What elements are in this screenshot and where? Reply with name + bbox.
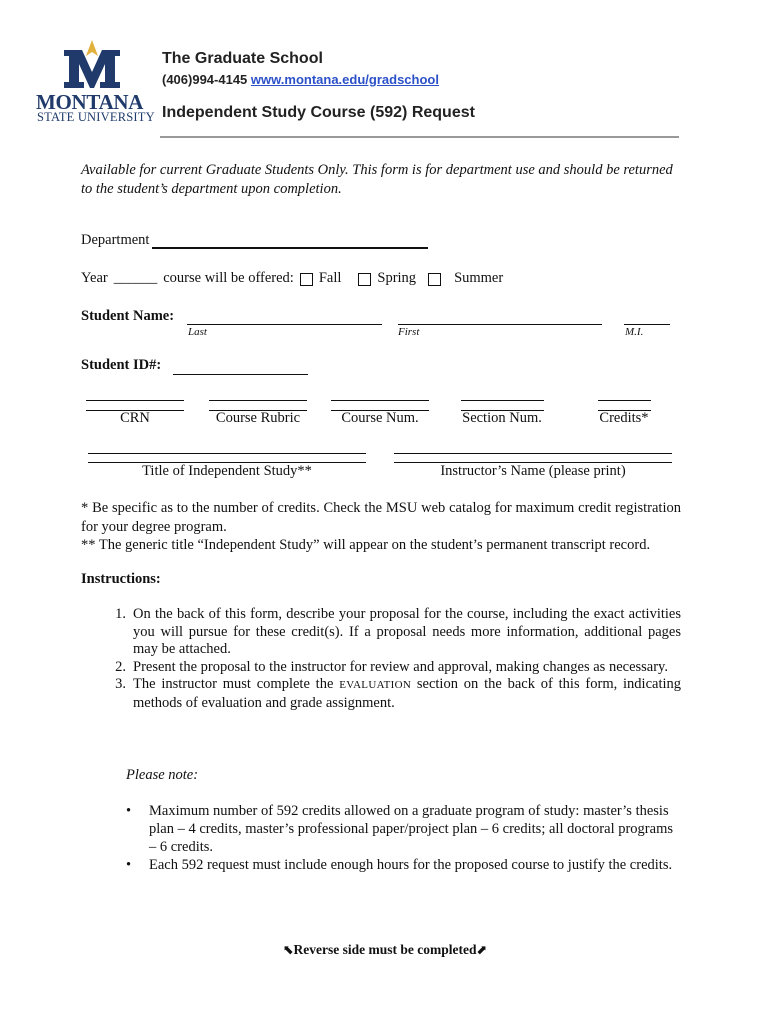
spring-checkbox[interactable]: [358, 273, 371, 286]
item-text: Each 592 request must include enough hours for the proposed course to justify the credits.: [149, 857, 673, 873]
list-item: [122, 802, 682, 856]
school-name: The Graduate School: [162, 50, 323, 67]
arrow-left-icon: ⬉: [282, 942, 294, 957]
last-name-caption: Last: [188, 326, 207, 338]
course-num-label: Course Num.: [341, 410, 419, 426]
credits-label: Credits*: [599, 410, 649, 426]
last-name-field[interactable]: [187, 308, 382, 325]
phone-number: (406)994-4145: [162, 72, 248, 87]
summer-label: Summer: [454, 270, 504, 286]
reverse-side-text: Reverse side must be completed: [293, 942, 477, 957]
first-name-field[interactable]: [398, 308, 602, 325]
logo-wordmark: MONTANA: [36, 90, 144, 114]
fall-checkbox[interactable]: [300, 273, 313, 286]
website-link[interactable]: www.montana.edu/gradschool: [250, 72, 439, 87]
department-field[interactable]: [152, 232, 428, 249]
list-item: [122, 856, 682, 874]
list-item: [81, 606, 681, 659]
reverse-side-notice: [0, 942, 770, 958]
msu-logo-mark: [60, 38, 124, 92]
please-note-heading: Please note:: [126, 767, 199, 783]
first-name-caption: First: [398, 326, 420, 338]
header-divider: [160, 136, 679, 138]
course-rubric-label: Course Rubric: [215, 410, 301, 426]
evaluation-term: EVALUATION: [339, 679, 412, 691]
student-id-field[interactable]: [173, 357, 308, 375]
middle-initial-caption: M.I.: [625, 326, 644, 338]
title-note: ** The generic title “Independent Study” will appear on the student’s permanent transcript record.: [81, 537, 651, 553]
please-note-list: [122, 802, 682, 874]
bullet: •: [126, 857, 132, 873]
form-title: Independent Study Course (592) Request: [162, 104, 475, 121]
instructions-list: [81, 606, 681, 712]
list-item: [81, 659, 681, 677]
item-text: [133, 676, 681, 712]
item-text: Present the proposal to the instructor for review and approval, making changes as necessary.: [133, 658, 668, 675]
instructor-name-label: Instructor’s Name (please print): [440, 463, 626, 479]
item-number: 1.: [115, 606, 126, 622]
item-number: 3.: [115, 676, 126, 692]
credits-note: * Be specific as to the number of credits. Check the MSU web catalog for maximum credit registration for your degree program.: [81, 500, 681, 535]
item-text-before: The instructor must complete the: [133, 676, 340, 692]
list-item: [81, 676, 681, 712]
course-title-field[interactable]: [88, 453, 366, 463]
crn-label: CRN: [120, 410, 150, 426]
year-field[interactable]: ______: [113, 270, 158, 286]
logo-university: STATE UNIVERSITY: [37, 110, 155, 124]
course-title-label: Title of Independent Study**: [142, 463, 312, 479]
item-text: On the back of this form, describe your proposal for the course, including the exact activities you will pursue for these credit(s). If a proposal needs more information, additional pages may be attached.: [133, 606, 681, 657]
student-name-label: Student Name:: [81, 308, 175, 324]
summer-checkbox[interactable]: [428, 273, 441, 286]
department-label: Department: [81, 232, 150, 248]
course-offered-label: course will be offered:: [163, 270, 294, 286]
instructions-heading: Instructions:: [81, 571, 161, 587]
middle-initial-field[interactable]: [624, 308, 670, 325]
spring-label: Spring: [377, 270, 417, 286]
year-label: Year: [81, 270, 108, 286]
bullet: •: [126, 803, 132, 819]
item-number: 2.: [115, 658, 126, 675]
student-id-label: Student ID#:: [81, 357, 162, 373]
fall-label: Fall: [318, 270, 342, 286]
instructor-name-field[interactable]: [394, 453, 672, 463]
arrow-right-icon: ⬈: [476, 942, 488, 957]
item-text: Maximum number of 592 credits allowed on a graduate program of study: master’s thesis plan – 4 credits, master’s professional paper/project plan – 6 credits; all doctoral programs – 6 credits.: [149, 803, 673, 855]
contact-line: [162, 72, 439, 87]
intro-text: Available for current Graduate Students Only. This form is for department use and should be returned to the student’s department upon completion.: [81, 162, 673, 197]
year-row: [81, 270, 503, 287]
section-num-label: Section Num.: [462, 410, 542, 426]
item-text-after: section on the back of this form, indicating methods of evaluation and grade assignment.: [133, 676, 682, 711]
